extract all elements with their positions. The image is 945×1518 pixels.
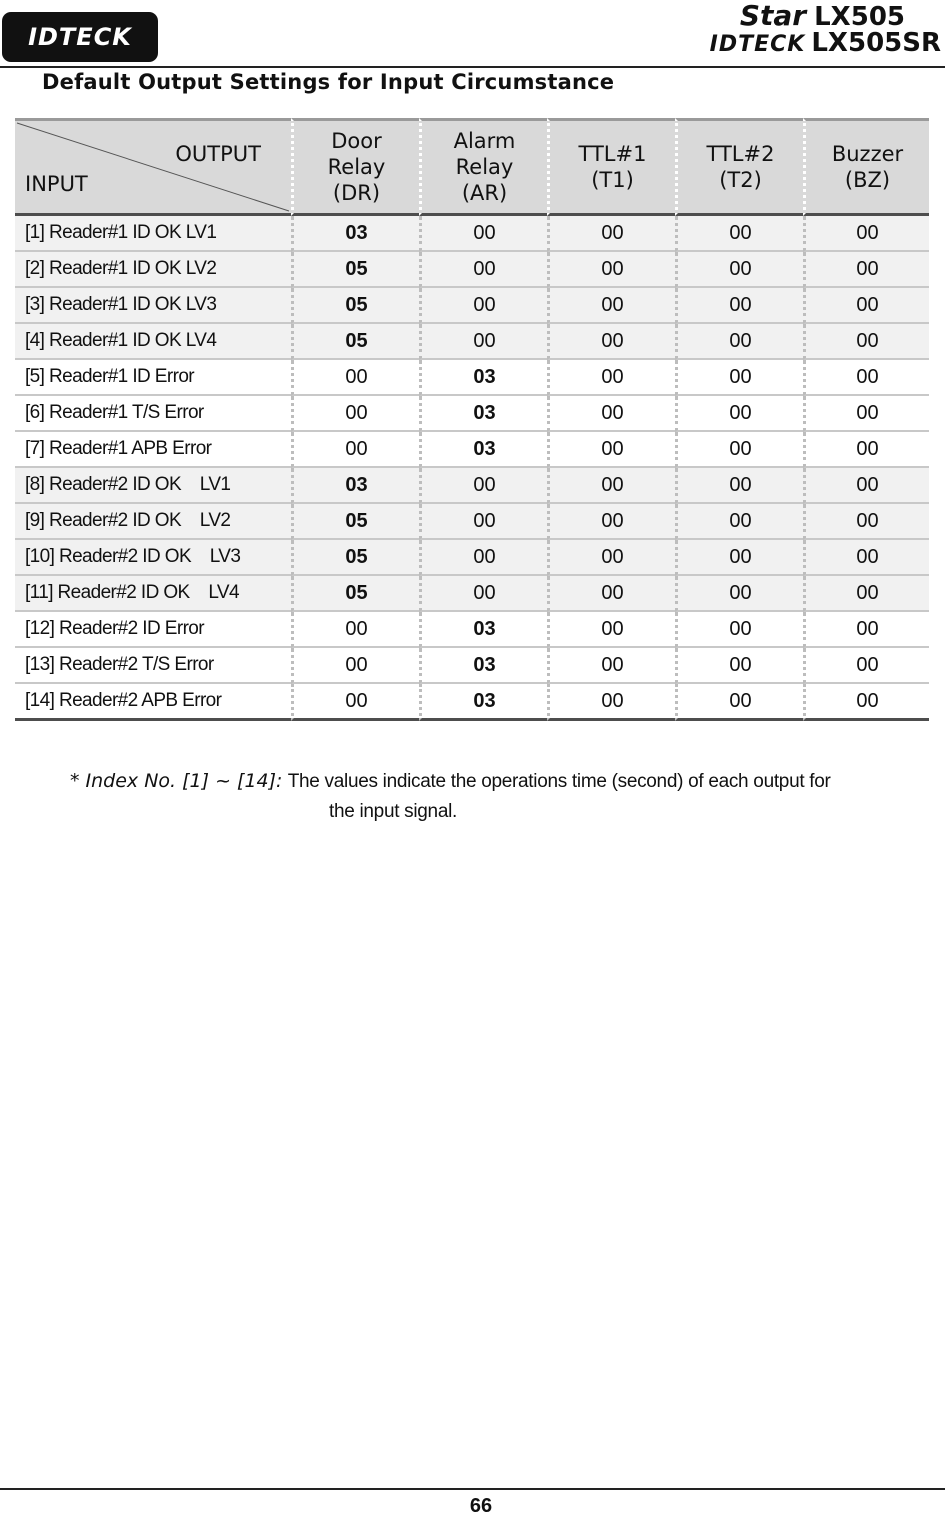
door-relay-value: 03: [291, 216, 419, 252]
buzzer-value: 00: [803, 504, 929, 540]
table-row: [15, 684, 929, 721]
buzzer-value: 00: [803, 684, 929, 721]
brand-line-1: [740, 2, 905, 30]
ttl2-value: 00: [675, 216, 803, 252]
buzzer-value: 00: [803, 468, 929, 504]
header-line: TTL#2: [706, 141, 775, 166]
ttl1-value: 00: [547, 612, 675, 648]
header-line: TTL#1: [578, 141, 647, 166]
alarm-relay-value: 00: [419, 504, 547, 540]
alarm-relay-value: 00: [419, 216, 547, 252]
row-label: [10] Reader#2 ID OK LV3: [15, 540, 291, 576]
header-line: Relay: [455, 154, 514, 179]
page-number: 66: [469, 1495, 493, 1517]
door-relay-value: 05: [291, 288, 419, 324]
table-row: [15, 216, 929, 252]
ttl1-value: 00: [547, 468, 675, 504]
door-relay-value: 00: [291, 360, 419, 396]
door-relay-value: 05: [291, 576, 419, 612]
table-row: [15, 288, 929, 324]
alarm-relay-value: 03: [419, 432, 547, 468]
buzzer-value: 00: [803, 396, 929, 432]
table-row: [15, 648, 929, 684]
header-line: Relay: [327, 154, 386, 179]
ttl1-value: 00: [547, 576, 675, 612]
ttl1-value: 00: [547, 504, 675, 540]
row-label: [5] Reader#1 ID Error: [15, 360, 291, 396]
ttl2-value: 00: [675, 504, 803, 540]
table-row: [15, 504, 929, 540]
index-note: [70, 766, 945, 827]
alarm-relay-value: 03: [419, 684, 547, 721]
header-line: (AR): [461, 181, 508, 206]
door-relay-value: 00: [291, 432, 419, 468]
ttl1-value: 00: [547, 360, 675, 396]
ttl1-value: 00: [547, 288, 675, 324]
star-wordmark: Star: [739, 0, 807, 32]
ttl2-value: 00: [675, 684, 803, 721]
ttl2-value: 00: [675, 576, 803, 612]
door-relay-value: 05: [291, 540, 419, 576]
footer-divider: [0, 1488, 945, 1490]
ttl1-value: 00: [547, 324, 675, 360]
output-settings-table: [15, 118, 929, 721]
ttl1-value: 00: [547, 432, 675, 468]
buzzer-value: 00: [803, 576, 929, 612]
alarm-relay-value: 03: [419, 396, 547, 432]
door-relay-value: 00: [291, 612, 419, 648]
table-row: [15, 612, 929, 648]
table-row: [15, 324, 929, 360]
ttl2-value: 00: [675, 612, 803, 648]
buzzer-value: 00: [803, 540, 929, 576]
table-row: [15, 396, 929, 432]
row-label: [6] Reader#1 T/S Error: [15, 396, 291, 432]
alarm-relay-value: 03: [419, 612, 547, 648]
buzzer-value: 00: [803, 648, 929, 684]
door-relay-value: 00: [291, 396, 419, 432]
ttl2-value: 00: [675, 360, 803, 396]
row-label: [9] Reader#2 ID OK LV2: [15, 504, 291, 540]
model-lx505: LX505: [814, 2, 905, 32]
ttl1-value: 00: [547, 540, 675, 576]
row-label: [11] Reader#2 ID OK LV4: [15, 576, 291, 612]
column-header-door-relay: [291, 118, 419, 216]
table-row: [15, 540, 929, 576]
row-label: [1] Reader#1 ID OK LV1: [15, 216, 291, 252]
corner-header-cell: [15, 118, 291, 216]
door-relay-value: 00: [291, 648, 419, 684]
ttl1-value: 00: [547, 648, 675, 684]
buzzer-value: 00: [803, 324, 929, 360]
alarm-relay-value: 00: [419, 252, 547, 288]
header-line: (T1): [591, 168, 634, 192]
row-label: [7] Reader#1 APB Error: [15, 432, 291, 468]
header-line: Door: [331, 128, 382, 153]
ttl2-value: 00: [675, 288, 803, 324]
corner-input-label: INPUT: [25, 172, 88, 196]
alarm-relay-value: 00: [419, 288, 547, 324]
alarm-relay-value: 03: [419, 648, 547, 684]
row-label: [2] Reader#1 ID OK LV2: [15, 252, 291, 288]
corner-output-label: OUTPUT: [175, 142, 261, 166]
header-line: Buzzer: [831, 141, 904, 166]
column-header-ttl2: [675, 118, 803, 216]
ttl2-value: 00: [675, 396, 803, 432]
column-header-ttl1: [547, 118, 675, 216]
alarm-relay-value: 00: [419, 468, 547, 504]
buzzer-value: 00: [803, 288, 929, 324]
door-relay-value: 00: [291, 684, 419, 721]
column-header-alarm-relay: [419, 118, 547, 216]
section-title: Default Output Settings for Input Circumstance: [42, 70, 615, 94]
idteck-logo: [2, 12, 158, 62]
table-row: [15, 576, 929, 612]
buzzer-value: 00: [803, 612, 929, 648]
door-relay-value: 05: [291, 252, 419, 288]
ttl1-value: 00: [547, 684, 675, 721]
row-label: [3] Reader#1 ID OK LV3: [15, 288, 291, 324]
index-note-text: The values indicate the operations time (second) of each output for: [287, 771, 831, 792]
table-row: [15, 432, 929, 468]
door-relay-value: 05: [291, 324, 419, 360]
buzzer-value: 00: [803, 360, 929, 396]
ttl2-value: 00: [675, 648, 803, 684]
alarm-relay-value: 00: [419, 576, 547, 612]
header-divider: [0, 66, 945, 68]
table-row: [15, 252, 929, 288]
ttl2-value: 00: [675, 252, 803, 288]
ttl2-value: 00: [675, 324, 803, 360]
index-note-continuation: the input signal.: [329, 801, 457, 822]
index-note-label: * Index No. [1] ~ [14]:: [70, 770, 283, 792]
row-label: [14] Reader#2 APB Error: [15, 684, 291, 721]
row-label: [4] Reader#1 ID OK LV4: [15, 324, 291, 360]
idteck-wordmark: IDTECK: [709, 32, 806, 57]
model-lx505sr: LX505SR: [811, 28, 941, 58]
ttl2-value: 00: [675, 468, 803, 504]
idteck-logo-text: IDTECK: [28, 23, 132, 51]
table-row: [15, 468, 929, 504]
door-relay-value: 03: [291, 468, 419, 504]
product-brand: [671, 0, 941, 60]
ttl2-value: 00: [675, 432, 803, 468]
alarm-relay-value: 00: [419, 324, 547, 360]
ttl1-value: 00: [547, 396, 675, 432]
buzzer-value: 00: [803, 252, 929, 288]
buzzer-value: 00: [803, 432, 929, 468]
table-header-row: [15, 118, 929, 216]
ttl1-value: 00: [547, 252, 675, 288]
header-line: (DR): [332, 181, 381, 206]
ttl1-value: 00: [547, 216, 675, 252]
ttl2-value: 00: [675, 540, 803, 576]
brand-line-2: [710, 30, 941, 56]
table-row: [15, 360, 929, 396]
buzzer-value: 00: [803, 216, 929, 252]
door-relay-value: 05: [291, 504, 419, 540]
column-header-buzzer: [803, 118, 929, 216]
row-label: [13] Reader#2 T/S Error: [15, 648, 291, 684]
alarm-relay-value: 03: [419, 360, 547, 396]
header-line: (BZ): [844, 168, 891, 192]
header-line: (T2): [719, 168, 762, 192]
alarm-relay-value: 00: [419, 540, 547, 576]
row-label: [8] Reader#2 ID OK LV1: [15, 468, 291, 504]
header-line: Alarm: [453, 128, 516, 153]
row-label: [12] Reader#2 ID Error: [15, 612, 291, 648]
